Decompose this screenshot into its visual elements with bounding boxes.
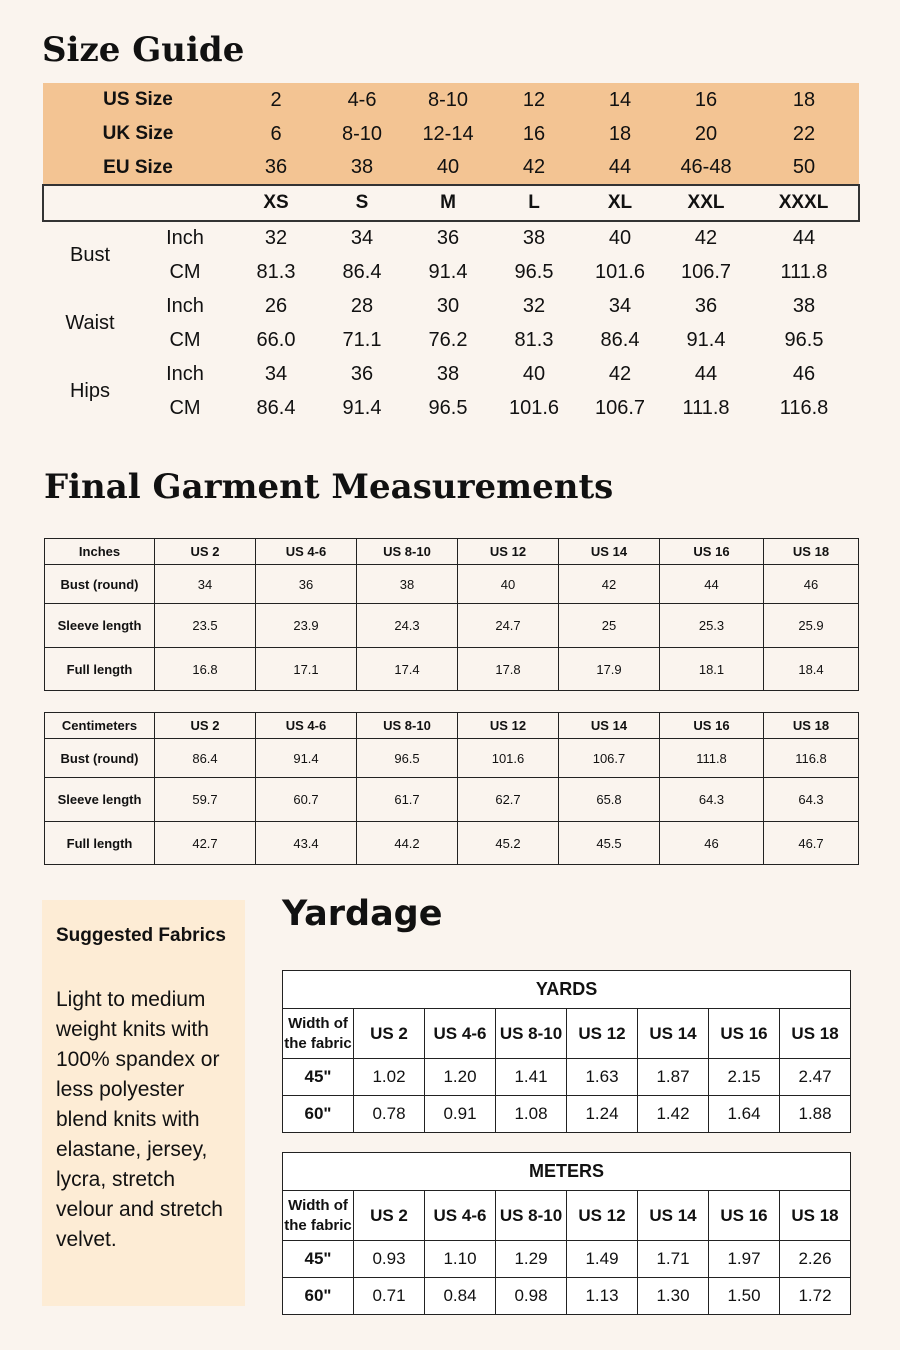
suggested-fabrics-title: Suggested Fabrics	[56, 925, 226, 946]
measurement-value: 36	[694, 294, 718, 317]
table-cell: 1.49	[567, 1241, 638, 1278]
row-label: Full length	[45, 648, 155, 691]
table-row	[45, 565, 859, 604]
table-cell: 1.20	[425, 1059, 496, 1096]
size-header-cell: 18	[749, 83, 859, 117]
measurement-value: 81.3	[256, 260, 296, 283]
measurement-value: 44	[792, 227, 816, 249]
table-cell: 1.02	[354, 1059, 425, 1096]
table-cell: 1.30	[638, 1278, 709, 1315]
measurement-value: 116.8	[779, 396, 829, 419]
final-garment-inches-container	[44, 538, 859, 691]
measurement-value: 28	[350, 294, 374, 317]
table-cell: 2.15	[709, 1059, 780, 1096]
measurement-inch-row	[43, 357, 859, 391]
size-column-header: US 8-10	[496, 1191, 567, 1241]
size-header-cell: 2	[233, 83, 319, 117]
measurement-value: 86.4	[600, 328, 640, 351]
measurement-value: 36	[350, 362, 374, 385]
table-cell: 46	[764, 565, 859, 604]
size-column-header: US 8-10	[357, 539, 458, 565]
size-column-header: US 16	[660, 713, 764, 739]
size-header-cell: 4-6	[319, 83, 405, 117]
size-column-header: US 2	[354, 1191, 425, 1241]
measurement-value: 34	[608, 294, 632, 317]
table-cell: 1.88	[780, 1096, 851, 1133]
unit-label-cm: CM	[169, 396, 201, 419]
letter-size-cell: XXL	[663, 185, 749, 221]
measurement-value: 71.1	[342, 328, 382, 351]
measurement-value: 32	[522, 294, 546, 317]
unit-caption: YARDS	[283, 971, 851, 1009]
size-header-cell: 18	[577, 117, 663, 151]
table-cell: 17.8	[458, 648, 559, 691]
table-cell: 24.7	[458, 604, 559, 648]
table-cell: 16.8	[155, 648, 256, 691]
measurement-value: 32	[264, 227, 288, 249]
table-cell: 1.13	[567, 1278, 638, 1315]
measurement-value: 42	[608, 362, 632, 385]
table-cell: 1.08	[496, 1096, 567, 1133]
table-cell: 25.3	[660, 604, 764, 648]
measurement-value: 101.6	[594, 260, 646, 283]
row-label: 45"	[283, 1241, 354, 1278]
measurement-value: 42	[694, 227, 718, 249]
measurement-value: 34	[264, 362, 288, 385]
letter-size-cell: XL	[577, 185, 663, 221]
table-cell: 101.6	[458, 739, 559, 778]
size-header-cell: 36	[233, 151, 319, 185]
table-cell: 116.8	[764, 739, 859, 778]
table-cell: 106.7	[559, 739, 660, 778]
table-cell: 1.64	[709, 1096, 780, 1133]
size-header-cell: 14	[577, 83, 663, 117]
letter-size-cell: L	[491, 185, 577, 221]
measurement-value: 86.4	[256, 396, 296, 419]
size-column-header: US 14	[638, 1009, 709, 1059]
size-column-header: US 4-6	[256, 539, 357, 565]
size-column-header: US 12	[567, 1191, 638, 1241]
table-cell: 42	[559, 565, 660, 604]
size-column-header: US 4-6	[425, 1009, 496, 1059]
unit-caption-row	[283, 1153, 851, 1191]
measurement-cm-row	[43, 323, 859, 357]
table-header-row	[283, 1009, 851, 1059]
size-header-cell: 40	[405, 151, 491, 185]
table-cell: 24.3	[357, 604, 458, 648]
final-garment-inches-table	[44, 538, 859, 691]
measurement-value: 106.7	[680, 260, 732, 283]
table-cell: 1.41	[496, 1059, 567, 1096]
measurement-value: 96.5	[784, 328, 824, 351]
size-header-cell: 38	[319, 151, 405, 185]
measurement-value: 86.4	[342, 260, 382, 283]
measurement-value: 40	[608, 227, 632, 249]
measurement-value: 36	[436, 227, 460, 249]
table-cell: 43.4	[256, 822, 357, 865]
table-cell: 17.4	[357, 648, 458, 691]
table-cell: 1.50	[709, 1278, 780, 1315]
size-guide-table-container	[42, 83, 858, 425]
size-header-row	[43, 151, 859, 185]
table-cell: 1.63	[567, 1059, 638, 1096]
size-column-header: US 4-6	[425, 1191, 496, 1241]
final-garment-cm-container	[44, 712, 859, 865]
size-column-header: US 18	[780, 1191, 851, 1241]
measurement-value: 46	[792, 362, 816, 385]
table-cell: 17.1	[256, 648, 357, 691]
table-cell: 111.8	[660, 739, 764, 778]
table-cell: 45.2	[458, 822, 559, 865]
size-system-label: UK Size	[43, 117, 233, 151]
table-row	[45, 778, 859, 822]
table-cell: 1.29	[496, 1241, 567, 1278]
unit-label-inch: Inch	[166, 294, 204, 317]
measurement-value: 26	[264, 294, 288, 317]
table-cell: 45.5	[559, 822, 660, 865]
table-cell: 64.3	[660, 778, 764, 822]
size-header-cell: 6	[233, 117, 319, 151]
letter-size-cell: S	[319, 185, 405, 221]
size-header-cell: 22	[749, 117, 859, 151]
table-cell: 0.78	[354, 1096, 425, 1133]
size-column-header: US 18	[780, 1009, 851, 1059]
size-column-header: US 12	[567, 1009, 638, 1059]
size-header-row	[43, 117, 859, 151]
table-cell: 61.7	[357, 778, 458, 822]
row-label: 60"	[283, 1278, 354, 1315]
table-cell: 62.7	[458, 778, 559, 822]
table-cell: 2.47	[780, 1059, 851, 1096]
size-header-cell: 12	[491, 83, 577, 117]
size-system-label: EU Size	[43, 151, 233, 185]
size-header-cell: 8-10	[405, 83, 491, 117]
table-row	[45, 648, 859, 691]
measurement-value: 91.4	[428, 260, 468, 283]
measurement-value: 81.3	[514, 328, 554, 351]
size-column-header: US 18	[764, 539, 859, 565]
letter-size-cell: XS	[233, 185, 319, 221]
measurement-inch-row	[43, 221, 859, 255]
table-cell: 40	[458, 565, 559, 604]
table-cell: 1.42	[638, 1096, 709, 1133]
measurement-value: 91.4	[342, 396, 382, 419]
size-guide-title: Size Guide	[42, 30, 245, 70]
table-row	[283, 1096, 851, 1133]
unit-caption-row	[283, 971, 851, 1009]
row-label: 60"	[283, 1096, 354, 1133]
table-cell: 1.10	[425, 1241, 496, 1278]
measurement-name: Hips	[69, 379, 110, 402]
measurement-value: 44	[694, 362, 718, 385]
table-cell: 91.4	[256, 739, 357, 778]
final-garment-cm-table	[44, 712, 859, 865]
size-column-header: US 2	[155, 713, 256, 739]
table-cell: 36	[256, 565, 357, 604]
table-cell: 18.1	[660, 648, 764, 691]
size-system-label: US Size	[43, 83, 233, 117]
suggested-fabrics-text: Light to medium weight knits with 100% spandex or less polyester blend knits with elastane, jersey, lycra, stretch velour and stretch velvet.	[56, 988, 223, 1251]
measurement-value: 96.5	[514, 260, 554, 283]
width-label: Width of the fabric	[283, 1191, 354, 1241]
table-cell: 46.7	[764, 822, 859, 865]
table-header-row	[45, 539, 859, 565]
row-label: Bust (round)	[45, 739, 155, 778]
table-row	[45, 604, 859, 648]
measurement-value: 66.0	[256, 328, 296, 351]
yardage-title: Yardage	[282, 894, 443, 934]
table-cell: 1.24	[567, 1096, 638, 1133]
table-cell: 96.5	[357, 739, 458, 778]
table-cell: 23.9	[256, 604, 357, 648]
table-cell: 42.7	[155, 822, 256, 865]
measurement-value: 40	[522, 362, 546, 385]
size-guide-table	[42, 83, 860, 425]
table-row	[283, 1241, 851, 1278]
letter-size-cell: M	[405, 185, 491, 221]
table-cell: 86.4	[155, 739, 256, 778]
suggested-fabrics-box	[42, 900, 245, 1306]
table-cell: 64.3	[764, 778, 859, 822]
table-cell: 1.71	[638, 1241, 709, 1278]
yardage-yards-table	[282, 970, 851, 1133]
size-header-cell: 50	[749, 151, 859, 185]
measurement-value: 38	[436, 362, 460, 385]
measurement-value: 34	[350, 227, 374, 249]
size-column-header: US 2	[155, 539, 256, 565]
size-header-cell: 12-14	[405, 117, 491, 151]
measurement-value: 111.8	[780, 260, 828, 283]
table-cell: 0.98	[496, 1278, 567, 1315]
table-cell: 18.4	[764, 648, 859, 691]
final-garment-title: Final Garment Measurements	[44, 467, 614, 507]
table-cell: 23.5	[155, 604, 256, 648]
yardage-meters-container	[282, 1152, 851, 1315]
size-column-header: US 18	[764, 713, 859, 739]
size-column-header: US 12	[458, 539, 559, 565]
unit-header: Inches	[45, 539, 155, 565]
size-column-header: US 2	[354, 1009, 425, 1059]
table-cell: 44.2	[357, 822, 458, 865]
measurement-value: 30	[436, 294, 460, 317]
table-header-row	[283, 1191, 851, 1241]
table-cell: 2.26	[780, 1241, 851, 1278]
unit-label-inch: Inch	[166, 362, 204, 385]
unit-caption: METERS	[283, 1153, 851, 1191]
row-label: Bust (round)	[45, 565, 155, 604]
size-column-header: US 16	[709, 1009, 780, 1059]
size-header-cell: 42	[491, 151, 577, 185]
table-cell: 25.9	[764, 604, 859, 648]
table-cell: 60.7	[256, 778, 357, 822]
row-label: Full length	[45, 822, 155, 865]
table-cell: 1.72	[780, 1278, 851, 1315]
yardage-meters-table	[282, 1152, 851, 1315]
size-column-header: US 14	[638, 1191, 709, 1241]
table-cell: 38	[357, 565, 458, 604]
size-header-cell: 8-10	[319, 117, 405, 151]
measurement-value: 76.2	[428, 328, 468, 351]
measurement-value: 101.6	[508, 396, 560, 419]
row-label: Sleeve length	[45, 604, 155, 648]
yardage-yards-container	[282, 970, 851, 1133]
measurement-value: 38	[792, 294, 816, 317]
measurement-name: Bust	[69, 244, 111, 266]
table-row	[45, 739, 859, 778]
size-header-cell: 20	[663, 117, 749, 151]
size-column-header: US 16	[660, 539, 764, 565]
letter-size-cell: XXXL	[749, 185, 859, 221]
measurement-value: 38	[522, 227, 546, 249]
size-column-header: US 4-6	[256, 713, 357, 739]
table-cell: 59.7	[155, 778, 256, 822]
size-column-header: US 14	[559, 713, 660, 739]
table-header-row	[45, 713, 859, 739]
table-cell: 65.8	[559, 778, 660, 822]
table-row	[45, 822, 859, 865]
table-row	[283, 1278, 851, 1315]
size-column-header: US 16	[709, 1191, 780, 1241]
table-cell: 25	[559, 604, 660, 648]
size-header-cell: 16	[491, 117, 577, 151]
measurement-value: 96.5	[428, 396, 468, 419]
table-cell: 0.93	[354, 1241, 425, 1278]
letter-size-row	[43, 185, 859, 221]
unit-label-cm: CM	[169, 260, 201, 283]
size-header-cell: 16	[663, 83, 749, 117]
table-cell: 17.9	[559, 648, 660, 691]
size-column-header: US 8-10	[357, 713, 458, 739]
table-cell: 46	[660, 822, 764, 865]
table-cell: 34	[155, 565, 256, 604]
table-cell: 0.91	[425, 1096, 496, 1133]
row-label: Sleeve length	[45, 778, 155, 822]
table-cell: 1.97	[709, 1241, 780, 1278]
measurement-inch-row	[43, 289, 859, 323]
size-column-header: US 8-10	[496, 1009, 567, 1059]
table-cell: 0.84	[425, 1278, 496, 1315]
unit-header: Centimeters	[45, 713, 155, 739]
row-label: 45"	[283, 1059, 354, 1096]
measurement-value: 106.7	[594, 396, 646, 419]
table-cell: 0.71	[354, 1278, 425, 1315]
measurement-cm-row	[43, 255, 859, 289]
table-cell: 1.87	[638, 1059, 709, 1096]
unit-label-cm: CM	[169, 328, 201, 351]
table-row	[283, 1059, 851, 1096]
unit-label-inch: Inch	[166, 227, 204, 249]
letter-size-blank	[43, 185, 233, 221]
measurement-cm-row	[43, 391, 859, 425]
measurement-value: 91.4	[686, 328, 726, 351]
size-header-cell: 44	[577, 151, 663, 185]
measurement-value: 111.8	[682, 396, 730, 419]
size-column-header: US 14	[559, 539, 660, 565]
size-header-row	[43, 83, 859, 117]
table-cell: 44	[660, 565, 764, 604]
width-label: Width of the fabric	[283, 1009, 354, 1059]
size-column-header: US 12	[458, 713, 559, 739]
measurement-name: Waist	[65, 311, 115, 334]
size-header-cell: 46-48	[663, 151, 749, 185]
